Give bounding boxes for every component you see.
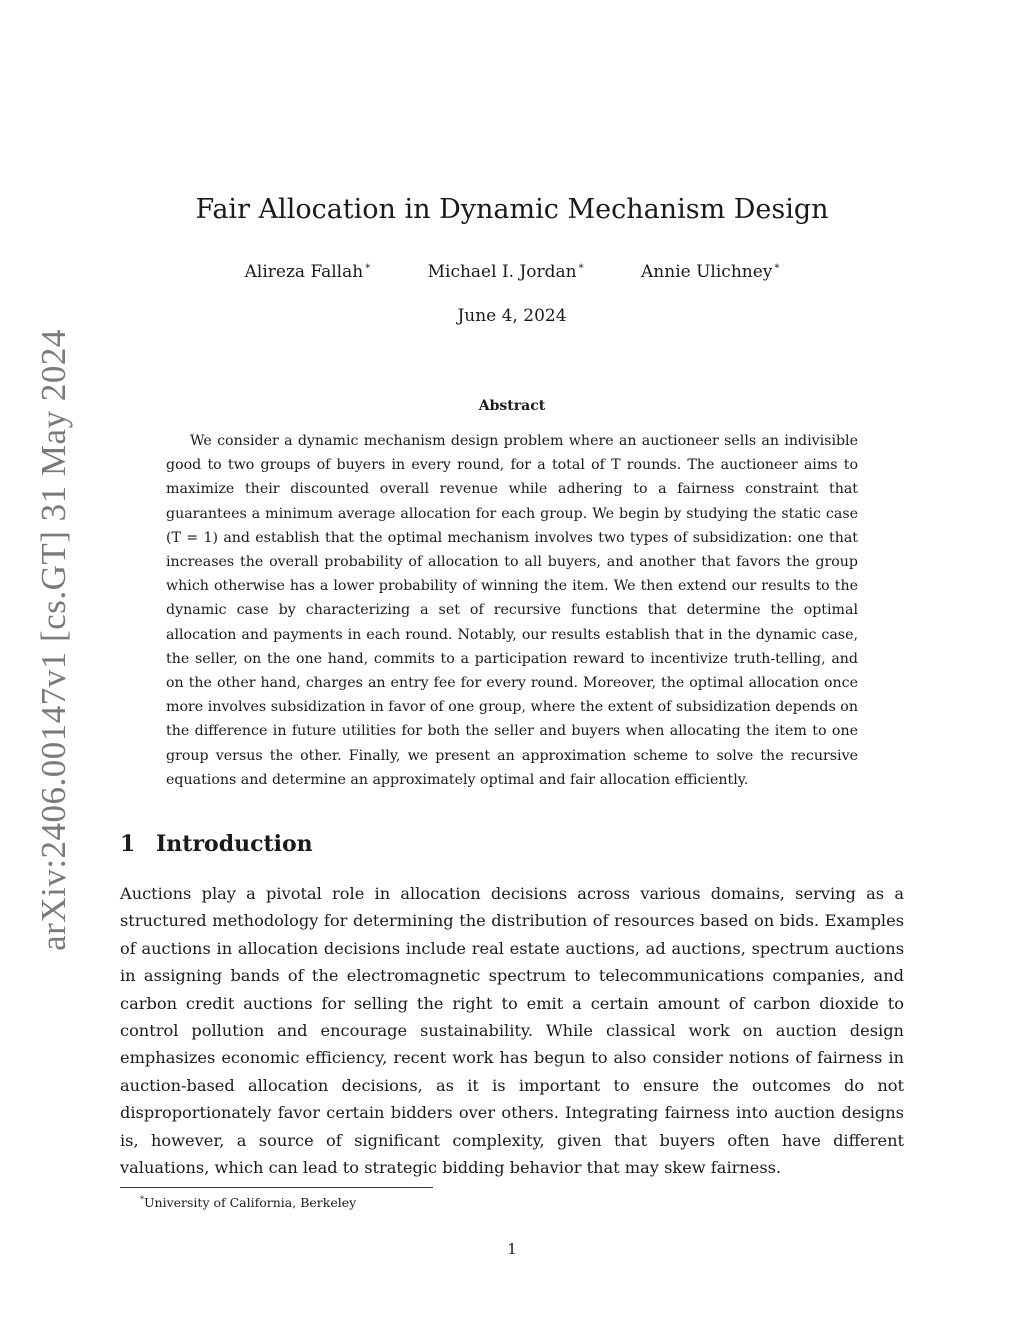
- author-2: [428, 256, 584, 285]
- author-3: [641, 256, 779, 285]
- section-heading-introduction: [120, 828, 313, 860]
- page-number: 1: [507, 1240, 517, 1258]
- affiliation-mark: *: [774, 263, 780, 274]
- abstract-heading: Abstract: [478, 398, 546, 414]
- section-number: 1: [120, 831, 136, 857]
- author-name: Michael I. Jordan: [427, 262, 577, 282]
- affiliation-mark: *: [365, 263, 371, 274]
- author-1: [245, 256, 371, 285]
- arxiv-identifier-stamp: arXiv:2406.00147v1 [cs.GT] 31 May 2024: [34, 329, 73, 951]
- affiliation-mark: *: [578, 263, 584, 274]
- section-title: Introduction: [156, 831, 313, 857]
- introduction-paragraph: Auctions play a pivotal role in allocation decisions across various domains, serving as a structured methodology for determining the distribution of resources based on bids. Examples of auctions in allocation decisions include real estate auctions, ad auctions, spectrum auctions in assigning bands of the electromagnetic spectrum to telecommunications companies, and carbon credit auctions for selling the right to emit a certain amount of carbon dioxide to control pollution and encourage sustainability. While classical work on auction design emphasizes economic efficiency, recent work has begun to also consider notions of fairness in auction-based allocation decisions, as it is important to ensure the outcomes do not disproportionately favor certain bidders over others. Integrating fairness into auction designs is, however, a source of significant complexity, given that buyers often have different valuations, which can lead to strategic bidding behavior that may skew fairness.: [120, 884, 904, 1178]
- author-name: Annie Ulichney: [641, 262, 773, 282]
- publication-date: June 4, 2024: [457, 306, 567, 326]
- footnote-affiliation: [140, 1191, 356, 1212]
- footnote-mark: *: [140, 1195, 144, 1204]
- paper-title: Fair Allocation in Dynamic Mechanism Design: [195, 194, 829, 225]
- author-name: Alireza Fallah: [244, 262, 364, 282]
- footnote-text: University of California, Berkeley: [144, 1195, 357, 1210]
- footnote-divider: [120, 1187, 433, 1188]
- author-list: [0, 256, 1024, 285]
- abstract-text: We consider a dynamic mechanism design problem where an auctioneer sells an indivisible good to two groups of buyers in every round, for a total of T rounds. The auctioneer aims to maximize their discounted overall revenue while adhering to a fairness constraint that guarantees a minimum average allocation for each group. We begin by studying the static case (T = 1) and establish that the optimal mechanism involves two types of subsidization: one that increases the overall probability of allocation to all buyers, and another that favors the group which otherwise has a lower probability of winning the item. We then extend our results to the dynamic case by characterizing a set of recursive functions that determine the optimal allocation and payments in each round. Notably, our results establish that in the dynamic case, the seller, on the one hand, commits to a participation reward to incentivize truth-telling, and on the other hand, charges an entry fee for every round. Moreover, the optimal allocation once more involves subsidization in favor of one group, where the extent of subsidization depends on the difference in future utilities for both the seller and buyers when allocating the item to one group versus the other. Finally, we present an approximation scheme to solve the recursive equations and determine an approximately optimal and fair allocation efficiently.: [166, 433, 858, 788]
